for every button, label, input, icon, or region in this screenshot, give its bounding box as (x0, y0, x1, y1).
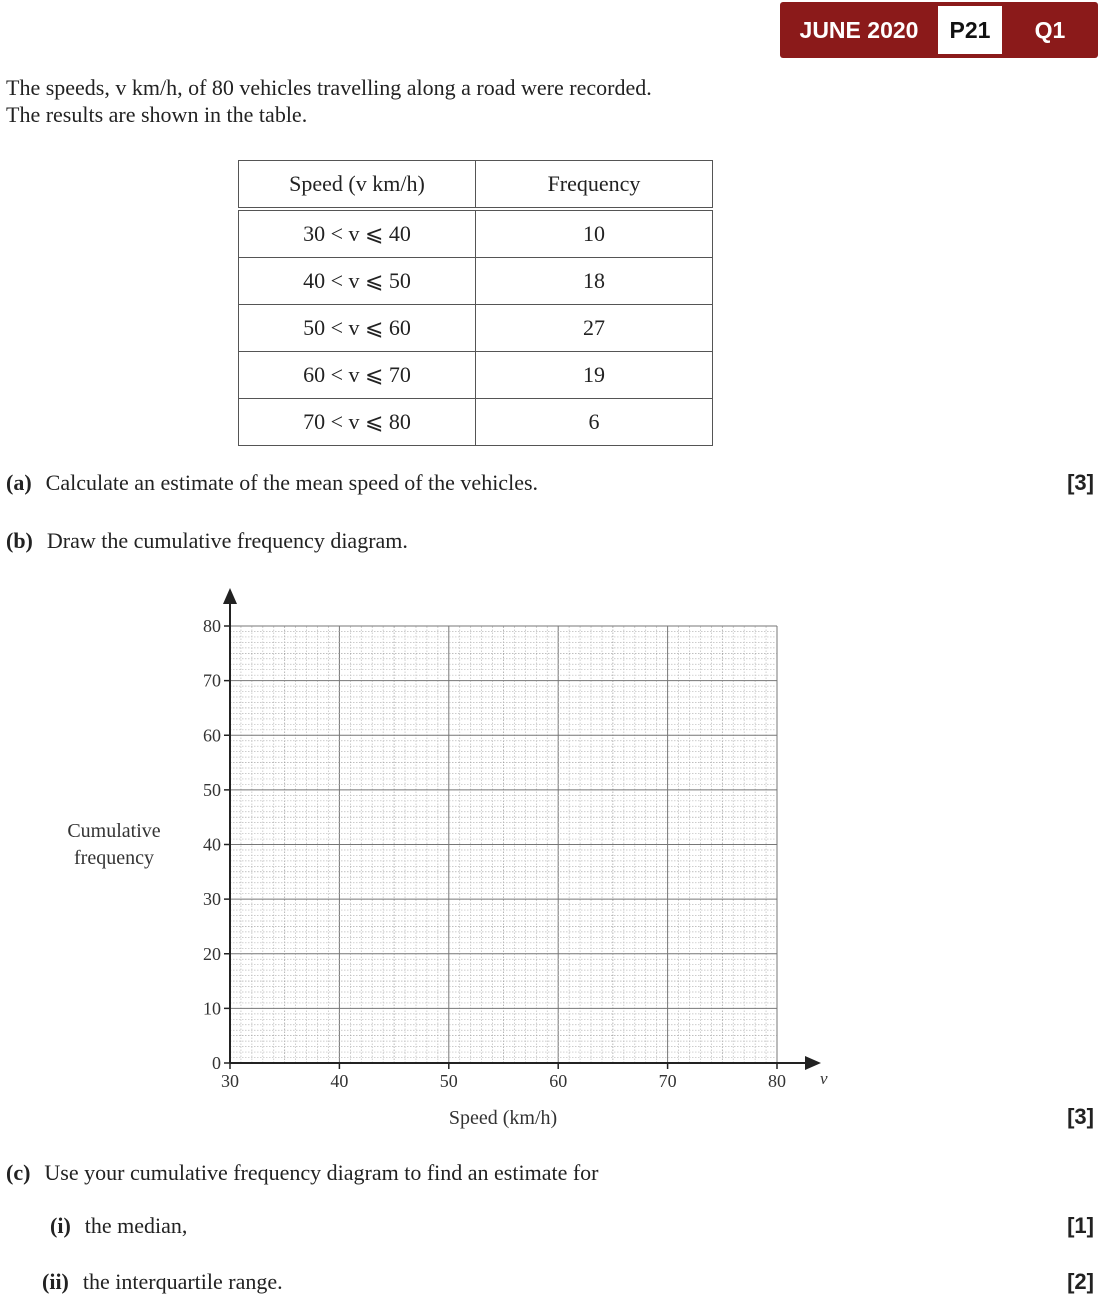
intro-line-1: The speeds, v km/h, of 80 vehicles travelling along a road were recorded. (6, 75, 652, 100)
y-tick-label: 80 (203, 616, 221, 636)
cumulative-frequency-grid[interactable] (0, 580, 1100, 1140)
question-b-marks: [3] (1067, 1104, 1094, 1129)
question-c-text: Use your cumulative frequency diagram to find an estimate for (44, 1160, 599, 1185)
question-a (6, 470, 538, 496)
speed-cell: 30 < v ⩽ 40 (239, 209, 476, 258)
question-c-ii-label: (ii) (42, 1269, 69, 1294)
y-tick-label: 10 (203, 998, 221, 1019)
x-tick-label: 40 (330, 1071, 349, 1091)
question-b (6, 528, 408, 554)
question-a-marks: [3] (1067, 470, 1094, 495)
tick-labels (203, 616, 786, 1091)
intro-line-2: The results are shown in the table. (6, 102, 308, 127)
y-tick-label: 40 (203, 834, 221, 855)
x-tick-label: 80 (768, 1071, 786, 1091)
graph-paper-grid (230, 626, 777, 1063)
question-c-ii-marks: [2] (1067, 1269, 1094, 1294)
frequency-cell: 18 (476, 258, 713, 305)
question-c-i-label: (i) (50, 1213, 71, 1238)
frequency-cell: 27 (476, 305, 713, 352)
speed-cell: 60 < v ⩽ 70 (239, 352, 476, 399)
question-b-label: (b) (6, 528, 33, 553)
table-row (239, 209, 713, 258)
question-a-label: (a) (6, 470, 32, 495)
speed-cell: 70 < v ⩽ 80 (239, 399, 476, 446)
question-number: Q1 (1034, 16, 1066, 43)
y-tick-label: 70 (203, 670, 221, 691)
frequency-cell: 6 (476, 399, 713, 446)
y-tick-label: 20 (203, 943, 221, 964)
x-tick-label: 60 (549, 1071, 568, 1091)
question-c-i-text: the median, (84, 1213, 188, 1238)
frequency-table (238, 160, 713, 446)
paper-number: P21 (938, 6, 1002, 54)
x-axis-arrow (805, 1056, 821, 1070)
exam-date: JUNE 2020 (799, 16, 919, 43)
table-row (239, 305, 713, 352)
table-header-row (239, 161, 713, 210)
x-axis-label: Speed (km/h) (448, 1107, 558, 1129)
x-tick-label: 50 (439, 1071, 458, 1091)
speed-cell: 40 < v ⩽ 50 (239, 258, 476, 305)
question-c-i-marks: [1] (1067, 1213, 1094, 1238)
frequency-header: Frequency (476, 161, 713, 210)
question-badge (780, 2, 1098, 58)
table-row (239, 399, 713, 446)
speed-header: Speed (v km/h) (239, 161, 476, 210)
question-c (6, 1160, 599, 1186)
y-tick-label: 0 (212, 1053, 221, 1073)
y-axis-label-line2: frequency (74, 847, 154, 869)
question-c-label: (c) (6, 1160, 31, 1185)
y-tick-label: 50 (203, 779, 221, 800)
table-row (239, 258, 713, 305)
question-c-ii-text: the interquartile range. (82, 1269, 283, 1294)
frequency-cell: 19 (476, 352, 713, 399)
question-c-ii (42, 1269, 283, 1295)
x-tick-label: 30 (221, 1071, 239, 1091)
question-b-text: Draw the cumulative frequency diagram. (46, 528, 408, 553)
x-tick-label: 70 (658, 1071, 677, 1091)
speed-cell: 50 < v ⩽ 60 (239, 305, 476, 352)
question-a-text: Calculate an estimate of the mean speed of the vehicles. (45, 470, 539, 495)
y-tick-label: 30 (203, 889, 221, 910)
x-axis-variable: v (820, 1069, 828, 1088)
frequency-cell: 10 (476, 209, 713, 258)
question-intro (6, 74, 652, 128)
y-axis-label-line1: Cumulative (67, 820, 161, 842)
y-axis-arrow (223, 588, 237, 604)
table-row (239, 352, 713, 399)
question-c-i (50, 1213, 187, 1239)
y-tick-label: 60 (203, 725, 221, 746)
